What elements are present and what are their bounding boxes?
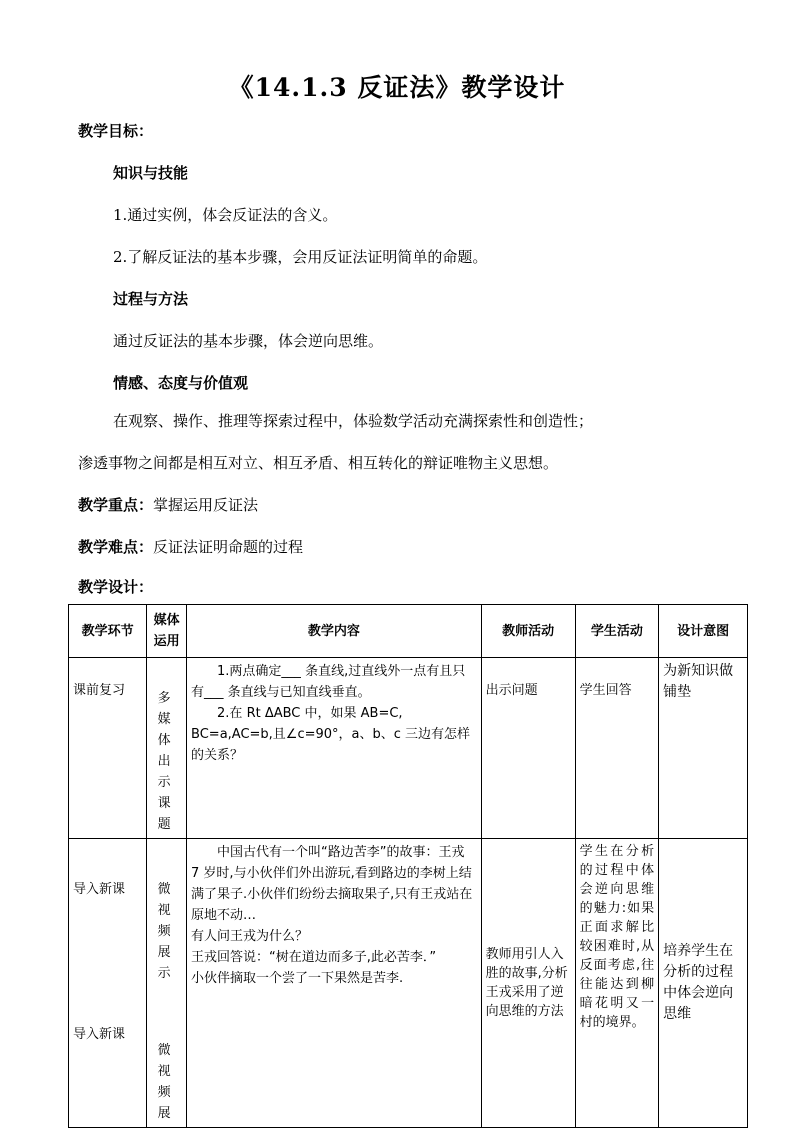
key-point bbox=[78, 494, 258, 515]
row2-intent: 培养学生在分析的过程中体会逆向思维 bbox=[659, 839, 748, 1128]
difficult-point bbox=[78, 536, 303, 557]
emotion-heading: 情感、态度与价值观 bbox=[113, 374, 249, 392]
row2-content-line-4: 小伙伴摘取一个尝了一下果然是苦李. bbox=[191, 971, 404, 986]
header-media: 媒体运用 bbox=[147, 605, 187, 658]
design-table bbox=[68, 604, 748, 1128]
row2-student: 学生在分析的过程中体会逆向思维的魅力:如果正面求解比较困难时,从反面考虑,往往能达到柳暗花明又一村的境界。 bbox=[575, 839, 659, 1128]
table-row bbox=[69, 839, 748, 1128]
emotion-text-1: 在观察、操作、推理等探索过程中，体验数学活动充满探索性和创造性； bbox=[113, 412, 594, 430]
objectives-heading: 教学目标： bbox=[78, 122, 154, 140]
key-point-text: 掌握运用反证法 bbox=[153, 496, 259, 514]
header-intent: 设计意图 bbox=[659, 605, 748, 658]
row2-stage-repeat: 导入新课 bbox=[73, 1027, 126, 1042]
row2-media: 微视频展示 bbox=[157, 882, 176, 981]
row2-stage-cell bbox=[69, 839, 147, 1128]
row1-content-line-1: 1.两点确定___ 条直线,过直线外一点有且只有___ 条直线与已知直线垂直。 bbox=[191, 664, 466, 700]
knowledge-item-1: 1.通过实例，体会反证法的含义。 bbox=[113, 206, 338, 224]
row1-content-line-2: 2.在 Rt ΔABC 中，如果 AB=C, bbox=[217, 706, 403, 721]
row1-student: 学生回答 bbox=[575, 658, 659, 839]
row1-content bbox=[187, 658, 482, 839]
document-title: 《14.1.3 反证法》教学设计 bbox=[228, 73, 566, 102]
process-text: 通过反证法的基本步骤，体会逆向思维。 bbox=[113, 332, 384, 350]
row1-teacher: 出示问题 bbox=[481, 658, 575, 839]
row1-stage: 课前复习 bbox=[69, 658, 147, 839]
row2-stage: 导入新课 bbox=[73, 882, 126, 897]
header-content: 教学内容 bbox=[187, 605, 482, 658]
row2-content-line-2: 有人问王戎为什么？ bbox=[191, 929, 309, 944]
knowledge-item-2: 2.了解反证法的基本步骤，会用反证法证明简单的命题。 bbox=[113, 248, 488, 266]
row2-content-line-1: 中国古代有一个叫“路边苦李”的故事：王戎 7 岁时,与小伙伴们外出游玩,看到路边的李树上结满了果子.小伙伴们纷纷去摘取果子,只有王戎站在原地不动… bbox=[191, 845, 473, 923]
design-heading: 教学设计： bbox=[78, 578, 154, 596]
header-stage: 教学环节 bbox=[69, 605, 147, 658]
difficult-point-text: 反证法证明命题的过程 bbox=[153, 538, 304, 556]
emotion-text-2: 渗透事物之间都是相互对立、相互矛盾、相互转化的辩证唯物主义思想。 bbox=[78, 454, 559, 472]
table-header-row bbox=[69, 605, 748, 658]
key-point-label: 教学重点： bbox=[78, 496, 154, 514]
header-teacher: 教师活动 bbox=[481, 605, 575, 658]
row2-teacher: 教师用引人入胜的故事,分析王戎采用了逆向思维的方法 bbox=[481, 839, 575, 1128]
row2-media-repeat: 微视频展 bbox=[157, 1043, 176, 1121]
row1-intent: 为新知识做铺垫 bbox=[659, 658, 748, 839]
row2-content-line-3: 王戎回答说：“树在道边而多子,此必苦李．” bbox=[191, 950, 437, 965]
header-student: 学生活动 bbox=[575, 605, 659, 658]
row1-media: 多媒体出示课题 bbox=[147, 658, 187, 839]
row2-content bbox=[187, 839, 482, 1128]
difficult-point-label: 教学难点： bbox=[78, 538, 154, 556]
row2-media-cell bbox=[147, 839, 187, 1128]
process-heading: 过程与方法 bbox=[113, 290, 189, 308]
row1-content-line-3: BC=a,AC=b,且∠c=90°，a、b、c 三边有怎样的关系？ bbox=[191, 727, 471, 763]
table-row bbox=[69, 658, 748, 839]
knowledge-heading: 知识与技能 bbox=[113, 164, 189, 182]
